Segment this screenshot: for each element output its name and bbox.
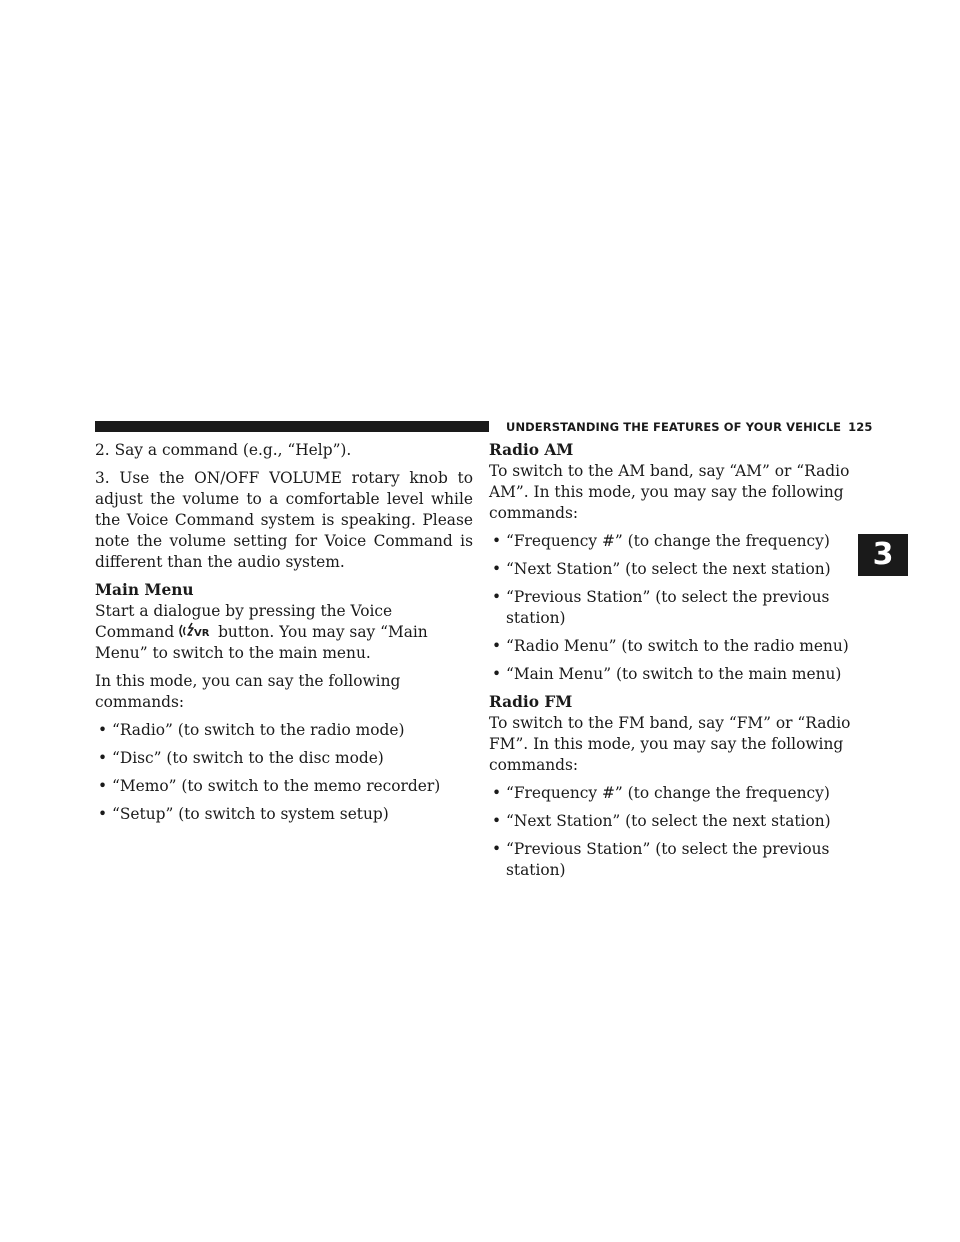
list-item (489, 664, 871, 685)
list-item-text: “Disc” (to switch to the disc mode) (112, 749, 384, 767)
bullet-glyph: • (492, 588, 502, 606)
bullet-glyph: • (492, 532, 502, 550)
page-number: 125 (848, 420, 873, 434)
list-item-text: “Frequency #” (to change the frequency) (506, 784, 830, 802)
left-column (95, 440, 473, 832)
radio-fm-heading: Radio FM (489, 693, 573, 711)
main-menu-intro-b: button. You may say “Main Menu” to switch to the main menu. (95, 623, 428, 662)
list-item (489, 839, 871, 881)
main-menu-intro-a: Start a dialogue by pressing the Voice Command (95, 602, 393, 641)
radio-am-commands-list (489, 531, 871, 685)
radio-am-intro: To switch to the AM band, say “AM” or “Radio AM”. In this mode, you may say the following commands: (489, 462, 850, 522)
radio-fm-commands-list (489, 783, 871, 881)
list-item (489, 783, 871, 804)
list-item-text: “Radio” (to switch to the radio mode) (112, 721, 405, 739)
bullet-glyph: • (492, 784, 502, 802)
voice-command-vr-icon (177, 622, 213, 640)
list-item (489, 636, 871, 657)
list-item-text: “Previous Station” (to select the previous station) (506, 840, 830, 879)
list-item (95, 804, 473, 825)
list-item-text: “Frequency #” (to change the frequency) (506, 532, 830, 550)
running-header (506, 419, 873, 435)
list-item (489, 811, 871, 832)
list-item (489, 587, 871, 629)
bullet-glyph: • (98, 777, 108, 795)
svg-text:VR: VR (194, 628, 210, 639)
bullet-glyph: • (492, 812, 502, 830)
bullet-glyph: • (492, 560, 502, 578)
list-item-text: “Memo” (to switch to the memo recorder) (112, 777, 441, 795)
list-item-text: “Radio Menu” (to switch to the radio menu) (506, 637, 849, 655)
list-item-text: “Setup” (to switch to system setup) (112, 805, 389, 823)
list-item-text: “Main Menu” (to switch to the main menu) (506, 665, 842, 683)
bullet-glyph: • (492, 637, 502, 655)
header-rule (95, 421, 489, 432)
main-menu-commands-list (95, 720, 473, 825)
list-item (95, 748, 473, 769)
list-item-text: “Next Station” (to select the next station) (506, 812, 831, 830)
bullet-glyph: • (98, 721, 108, 739)
list-item (95, 720, 473, 741)
list-item-text: “Next Station” (to select the next station) (506, 560, 831, 578)
list-item-text: “Previous Station” (to select the previous station) (506, 588, 830, 627)
main-menu-modes-text: In this mode, you can say the following commands: (95, 672, 401, 711)
chapter-tab: 3 (858, 534, 908, 576)
bullet-glyph: • (98, 749, 108, 767)
list-item (489, 531, 871, 552)
radio-am-heading: Radio AM (489, 441, 574, 459)
bullet-glyph: • (98, 805, 108, 823)
right-column (489, 440, 871, 888)
main-menu-heading: Main Menu (95, 581, 194, 599)
radio-fm-intro: To switch to the FM band, say “FM” or “Radio FM”. In this mode, you may say the following commands: (489, 714, 851, 774)
bullet-glyph: • (492, 665, 502, 683)
step-2: 2. Say a command (e.g., “Help”). (95, 441, 352, 459)
bullet-glyph: • (492, 840, 502, 858)
list-item (489, 559, 871, 580)
header-title: UNDERSTANDING THE FEATURES OF YOUR VEHICLE (506, 420, 842, 434)
list-item (95, 776, 473, 797)
step-3: 3. Use the ON/OFF VOLUME rotary knob to adjust the volume to a comfortable level while the Voice Command system is speaking. Please note the volume setting for Voice Command is different than the audio system. (95, 469, 473, 571)
main-menu-intro (95, 601, 473, 664)
